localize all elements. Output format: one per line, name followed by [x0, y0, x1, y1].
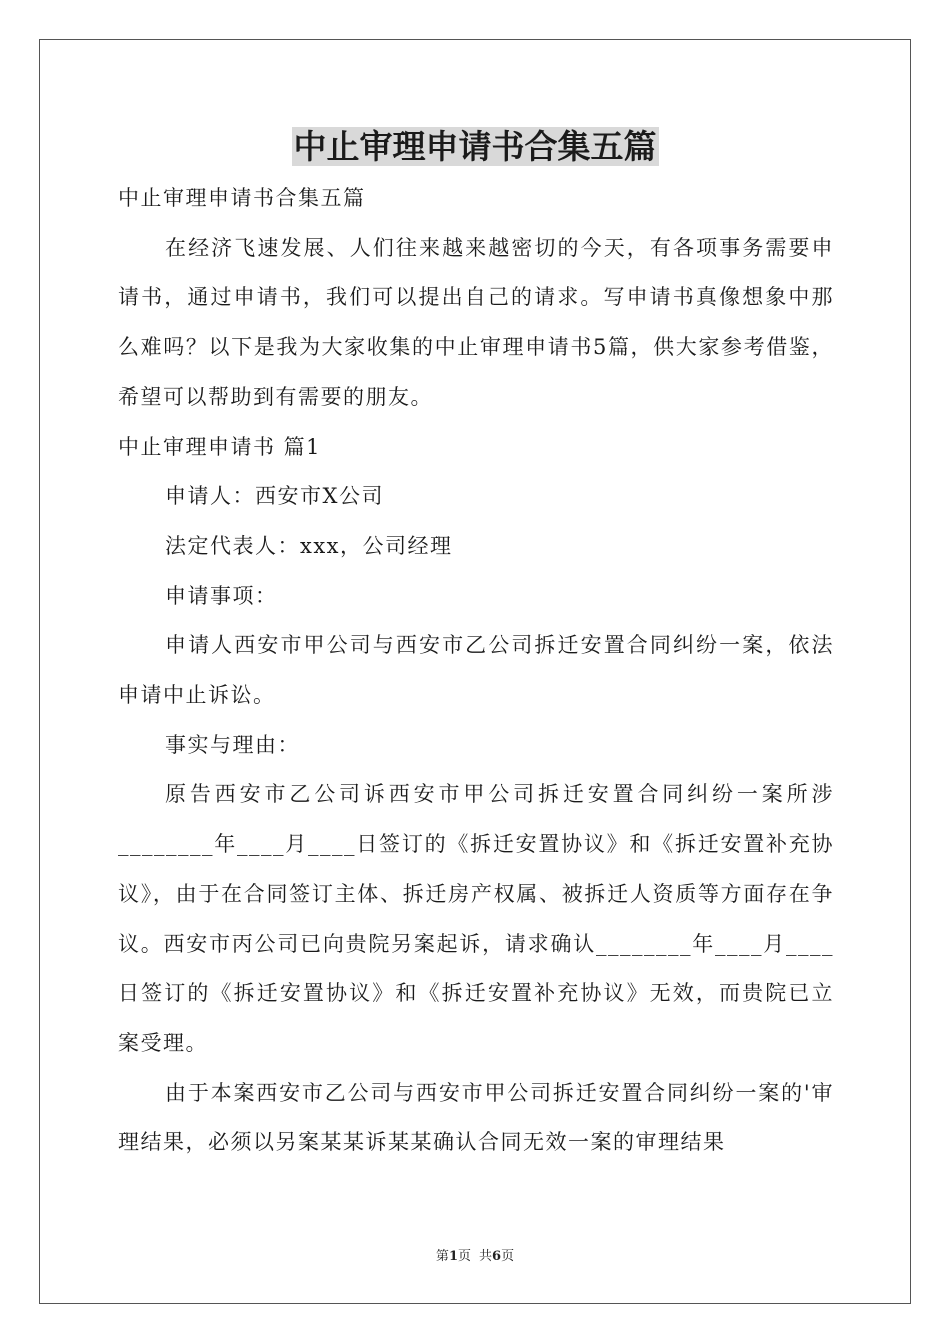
footer-total-suffix: 页	[501, 1249, 515, 1264]
paragraph-request-items: 申请人西安市甲公司与西安市乙公司拆迁安置合同纠纷一案，依法申请中止诉讼。	[118, 633, 834, 708]
paragraph-facts-label: 事实与理由：	[165, 732, 300, 757]
paragraph-subtitle: 中止审理申请书合集五篇	[118, 186, 366, 210]
paragraph-facts: 原告西安市乙公司诉西安市甲公司拆迁安置合同纠纷一案所涉________年____月____日签订的《拆迁安置协议》和《拆迁安置补充协议》，由于在合同签订主体、拆迁房产权属、被拆迁人资质等方面存在争议。西安市丙公司已向贵院另案起诉，请求确认________年____月____日签订的《拆迁安置协议》和《拆迁安置补充协议》无效，而贵院已立案受理。	[118, 782, 834, 1055]
footer-total-pages: 6	[492, 1249, 502, 1264]
paragraph-request-items-label: 申请事项：	[165, 583, 278, 608]
paragraph-intro: 在经济飞速发展、人们往来越来越密切的今天，有各项事务需要申请书，通过申请书，我们可以提出自己的请求。写申请书真像想象中那么难吗？以下是我为大家收集的中止审理申请书5篇，供大家参考借鉴，希望可以帮助到有需要的朋友。	[118, 235, 834, 409]
document-title-text: 中止审理申请书合集五篇	[293, 127, 657, 166]
footer-page-suffix: 页	[457, 1249, 471, 1264]
document-title	[0, 124, 950, 170]
footer-page-prefix: 第	[435, 1249, 449, 1264]
section-heading: 中止审理申请书 篇1	[118, 434, 322, 459]
footer-total-prefix: 共	[479, 1249, 493, 1264]
paragraph-reason: 由于本案西安市乙公司与西安市甲公司拆迁安置合同纠纷一案的'审理结果，必须以另案某某诉某某确认合同无效一案的审理结果	[118, 1080, 834, 1155]
document-body	[118, 174, 834, 1168]
page-footer	[0, 1247, 950, 1267]
footer-page-number: 1	[448, 1249, 458, 1264]
paragraph-applicant: 申请人：西安市X公司	[165, 484, 384, 509]
paragraph-legal-representative: 法定代表人：xxx，公司经理	[165, 533, 453, 558]
